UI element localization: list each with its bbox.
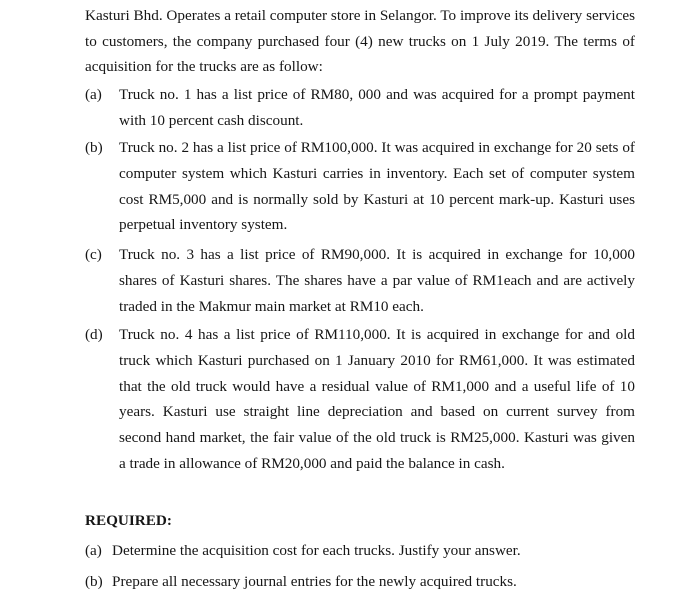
task-marker: (a) (85, 542, 102, 559)
task-item-a (85, 540, 521, 562)
task-marker: (b) (85, 573, 103, 590)
required-heading: REQUIRED: (85, 512, 172, 529)
task-item-b (85, 571, 517, 593)
list-marker: (d) (85, 326, 103, 343)
list-marker: (a) (85, 86, 102, 103)
task-text: Prepare all necessary journal entries for the newly acquired trucks. (112, 573, 517, 590)
list-item-text: Truck no. 4 has a list price of RM110,000. It is acquired in exchange for and old truck which Kasturi purchased on 1 January 2010 for RM61,000. It was estimated that the old truck would have a residual value of RM1,000 and a useful life of 10 years. Kasturi use straight line depreciation and based on current survey from second hand market, the fair value of the old truck is RM25,000. Kasturi was given a trade in allowance of RM20,000 and paid the balance in cash. (119, 326, 635, 472)
task-text: Determine the acquisition cost for each trucks. Justify your answer. (112, 542, 521, 559)
list-item-c (85, 242, 635, 319)
intro-paragraph: Kasturi Bhd. Operates a retail computer store in Selangor. To improve its delivery services to customers, the company purchased four (4) new trucks on 1 July 2019. The terms of acquisition for the trucks are as follow: (85, 7, 635, 75)
list-marker: (b) (85, 139, 103, 156)
list-item-b (85, 135, 635, 238)
list-item-d (85, 322, 635, 477)
list-item-text: Truck no. 1 has a list price of RM80, 000 and was acquired for a prompt payment with 10 percent cash discount. (119, 86, 635, 129)
list-item-a (85, 82, 635, 134)
list-marker: (c) (85, 246, 102, 263)
list-item-text: Truck no. 2 has a list price of RM100,000. It was acquired in exchange for 20 sets of computer system which Kasturi carries in inventory. Each set of computer system cost RM5,000 and is normally sold by Kasturi at 10 percent mark-up. Kasturi uses perpetual inventory system. (119, 139, 635, 234)
list-item-text: Truck no. 3 has a list price of RM90,000. It is acquired in exchange for 10,000 shares of Kasturi shares. The shares have a par value of RM1each and are actively traded in the Makmur main market at RM10 each. (119, 246, 635, 315)
